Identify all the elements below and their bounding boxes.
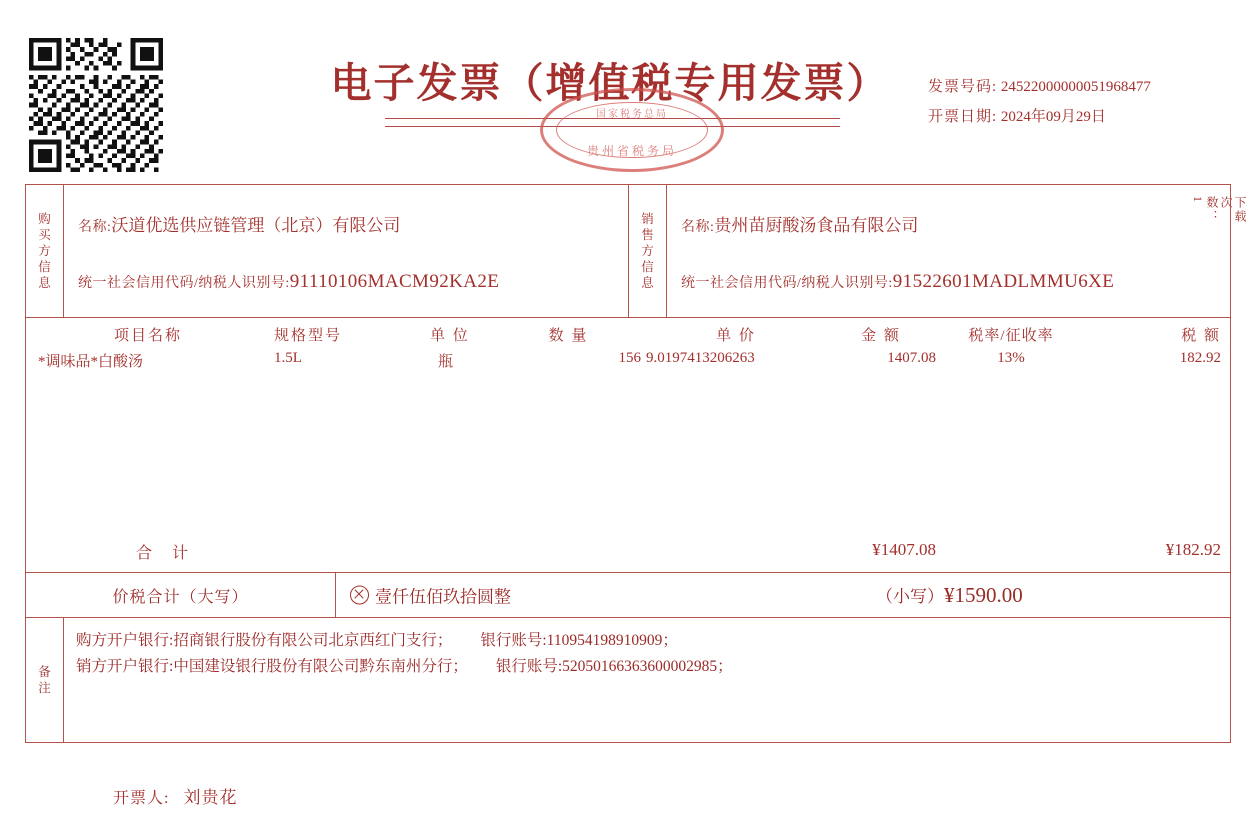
totals-amount: ¥1407.08 bbox=[872, 540, 936, 559]
items-table-header bbox=[26, 324, 1230, 350]
buyer-bank-value: 招商银行股份有限公司北京西红门支行； bbox=[173, 632, 453, 649]
buyer-account-value: 110954198910909； bbox=[546, 632, 678, 649]
seller-bank-value: 中国建设银行股份有限公司黔东南州分行； bbox=[173, 658, 468, 675]
grand-total-numeric-value: ¥1590.00 bbox=[944, 583, 1023, 607]
parties-section bbox=[26, 185, 1230, 318]
grand-total-chinese-text: 壹仟伍佰玖拾圆整 bbox=[375, 587, 511, 607]
circled-x-icon bbox=[350, 586, 369, 605]
buyer-name-row bbox=[78, 211, 622, 236]
col-header-rate: 税率/征收率 bbox=[968, 328, 1054, 344]
buyer-account-label: 银行账号: bbox=[480, 632, 547, 649]
issue-date-label: 开票日期: bbox=[928, 109, 998, 125]
seller-name-value: 贵州苗厨酸汤食品有限公司 bbox=[714, 216, 919, 235]
issuer-name: 刘贵花 bbox=[183, 788, 238, 807]
grand-total-chinese bbox=[350, 583, 511, 608]
remark-tag bbox=[26, 618, 64, 742]
cell-spec: 1.5L bbox=[274, 350, 302, 366]
totals-label: 合计 bbox=[136, 545, 209, 562]
cell-qty: 156 bbox=[618, 350, 641, 366]
buyer-code-label: 统一社会信用代码/纳税人识别号: bbox=[78, 276, 290, 291]
col-header-name: 项目名称 bbox=[114, 328, 183, 344]
invoice-number-value: 24522000000051968477 bbox=[1000, 79, 1151, 95]
grand-total-numeric bbox=[876, 582, 1023, 608]
col-header-tax: 税 额 bbox=[1181, 328, 1221, 344]
remark-tag-label: 备注 bbox=[38, 665, 51, 695]
items-totals-row bbox=[26, 540, 1230, 566]
buyer-body bbox=[64, 185, 628, 317]
seller-name-label: 名称: bbox=[681, 220, 715, 235]
cell-amount: 1407.08 bbox=[887, 350, 936, 366]
col-header-amount: 金 额 bbox=[861, 328, 901, 344]
grand-total-section bbox=[26, 573, 1230, 618]
grand-total-label: 价税合计（大写） bbox=[26, 573, 336, 617]
remark-line-seller-bank bbox=[76, 654, 1230, 680]
invoice-body bbox=[25, 184, 1231, 743]
title-divider-1 bbox=[385, 118, 840, 119]
issuer-label: 开票人: bbox=[113, 790, 170, 807]
seller-account-label: 银行账号: bbox=[495, 658, 563, 675]
seal-inner-ring bbox=[556, 102, 708, 158]
grand-total-numeric-label: （小写） bbox=[876, 587, 944, 606]
col-header-qty: 数 量 bbox=[548, 328, 589, 344]
seller-code-label: 统一社会信用代码/纳税人识别号: bbox=[681, 276, 893, 291]
buyer-tag-label: 购买方信息 bbox=[38, 212, 51, 290]
cell-rate: 13% bbox=[997, 350, 1025, 366]
buyer-code-row bbox=[78, 271, 622, 293]
invoice-meta bbox=[928, 72, 1151, 132]
invoice-number-label: 发票号码: bbox=[928, 79, 998, 95]
buyer-code-value: 91110106MACM92KA2E bbox=[289, 271, 500, 292]
remark-section bbox=[26, 618, 1230, 742]
download-count-note: 下载次数：1 bbox=[1191, 196, 1247, 224]
page-title: 电子发票（增值税专用发票） bbox=[330, 59, 890, 107]
col-header-unit: 单 位 bbox=[430, 328, 470, 344]
seal-bottom-text: 贵州省税务局 bbox=[586, 144, 677, 158]
seller-tag-label: 销售方信息 bbox=[641, 212, 654, 290]
cell-name: *调味品*白酸汤 bbox=[38, 354, 144, 370]
table-row bbox=[26, 350, 1230, 376]
invoice-header bbox=[0, 0, 1257, 224]
remark-body bbox=[64, 618, 1230, 742]
buyer-name-value: 沃道优选供应链管理（北京）有限公司 bbox=[111, 216, 401, 235]
seller-tag bbox=[629, 185, 667, 317]
col-header-spec: 规格型号 bbox=[274, 328, 343, 344]
remark-line-buyer-bank bbox=[76, 628, 1230, 654]
buyer-block bbox=[26, 185, 628, 317]
invoice-number-line bbox=[928, 72, 1151, 102]
seller-code-value: 91522601MADLMMU6XE bbox=[892, 271, 1115, 292]
cell-tax: 182.92 bbox=[1179, 350, 1221, 366]
seller-body bbox=[667, 185, 1230, 317]
seller-name-row bbox=[681, 211, 1224, 236]
seller-account-value: 52050166363600002985； bbox=[562, 658, 733, 675]
issue-date-value: 2024年09月29日 bbox=[1000, 109, 1106, 125]
buyer-bank-label: 购方开户银行: bbox=[76, 632, 174, 649]
items-table bbox=[26, 318, 1230, 573]
grand-total-body bbox=[336, 573, 1230, 617]
cell-unit: 瓶 bbox=[438, 354, 454, 370]
col-header-price: 单 价 bbox=[716, 328, 756, 344]
seller-bank-label: 销方开户银行: bbox=[76, 658, 174, 675]
seller-code-row bbox=[681, 271, 1224, 293]
seller-block bbox=[628, 185, 1230, 317]
invoice-footer bbox=[113, 783, 237, 808]
buyer-name-label: 名称: bbox=[78, 220, 112, 235]
qr-code bbox=[29, 38, 163, 172]
issue-date-line bbox=[928, 102, 1151, 132]
buyer-tag bbox=[26, 185, 64, 317]
seal-top-text: 国家税务总局 bbox=[596, 109, 668, 120]
totals-tax: ¥182.92 bbox=[1165, 540, 1221, 559]
cell-price: 9.0197413206263 bbox=[646, 350, 755, 366]
title-divider-2 bbox=[385, 126, 840, 127]
